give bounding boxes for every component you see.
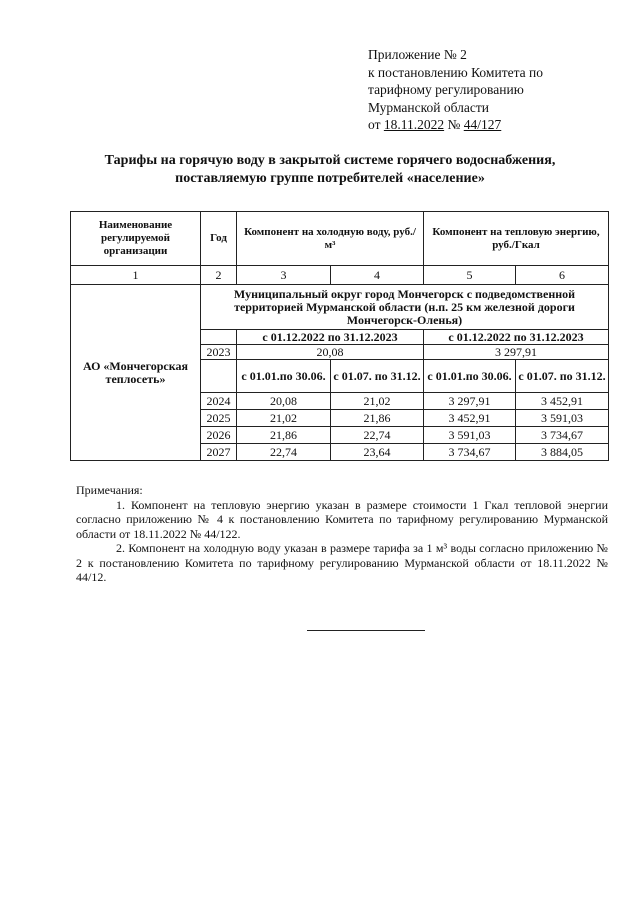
notes-heading: Примечания: [76, 483, 143, 497]
row-year: 2024 [201, 393, 237, 410]
appendix-number-prefix: № [444, 117, 464, 132]
col-num-5: 5 [424, 266, 516, 285]
col-num-2: 2 [201, 266, 237, 285]
territory-row [71, 285, 609, 330]
row-heat-2: 3 884,05 [516, 444, 609, 461]
column-number-row [71, 266, 609, 285]
col-num-6: 6 [516, 266, 609, 285]
note-1: 1. Компонент на тепловую энергию указан в размере стоимости 1 Гкал тепловой энергии согласно приложению № 4 к постановлению Комитета по тарифному регулированию Мурманской области от 18.11.2022 № 44/122. [76, 497, 608, 541]
row-cold-2: 22,74 [331, 427, 424, 444]
appendix-line-4: Мурманской области [368, 99, 489, 115]
title-line-2: поставляемую группе потребителей «население» [175, 171, 485, 186]
table-header-row [71, 212, 609, 266]
subperiod-heat-2: с 01.07. по 31.12. [516, 360, 609, 393]
row-cold-1: 20,08 [237, 393, 331, 410]
document-title [60, 152, 600, 188]
row-heat-2: 3 734,67 [516, 427, 609, 444]
row-heat-1: 3 734,67 [424, 444, 516, 461]
row-heat-1: 3 452,91 [424, 410, 516, 427]
appendix-from: от [368, 117, 384, 132]
territory: Муниципальный округ город Мончегорск с подведомственной территорией Мурманской области (н.п. 25 км железной дороги Мончегорск-Оленья) [201, 285, 609, 330]
appendix-number: 44/127 [463, 117, 502, 132]
subperiod-cold-1: с 01.01.по 30.06. [237, 360, 331, 393]
row-cold-1: 21,86 [237, 427, 331, 444]
row-cold-2: 21,02 [331, 393, 424, 410]
header-cold: Компонент на холодную воду, руб./м³ [237, 212, 424, 266]
col-num-1: 1 [71, 266, 201, 285]
period-heat: с 01.12.2022 по 31.12.2023 [424, 330, 609, 345]
subperiod-cold-2: с 01.07. по 31.12. [331, 360, 424, 393]
note-2: 2. Компонент на холодную воду указан в размере тарифа за 1 м³ воды согласно приложению № 2 к постановлению Комитета по тарифному регулированию Мурманской области от 18.11.2022 № 44/12. [76, 541, 608, 584]
notes-block [76, 483, 608, 585]
year-2023: 2023 [201, 345, 237, 360]
appendix-date: 18.11.2022 [383, 117, 445, 132]
row-heat-1: 3 591,03 [424, 427, 516, 444]
appendix-line-1: Приложение № 2 [368, 47, 467, 62]
row-cold-1: 22,74 [237, 444, 331, 461]
appendix-block [368, 46, 543, 134]
appendix-line-3: тарифному регулированию [368, 82, 524, 97]
header-year: Год [201, 212, 237, 266]
col-num-3: 3 [237, 266, 331, 285]
row-heat-1: 3 297,91 [424, 393, 516, 410]
row-year: 2027 [201, 444, 237, 461]
heat-2023: 3 297,91 [424, 345, 609, 360]
row-heat-2: 3 452,91 [516, 393, 609, 410]
subperiod-heat-1: с 01.01.по 30.06. [424, 360, 516, 393]
period-cold: с 01.12.2022 по 31.12.2023 [237, 330, 424, 345]
row-year: 2026 [201, 427, 237, 444]
appendix-line-5 [368, 116, 543, 134]
header-org: Наименование регулируемой организации [71, 212, 201, 266]
appendix-line-2: к постановлению Комитета по [368, 64, 543, 80]
org-name: АО «Мончегорская теплосеть» [71, 285, 201, 461]
tariff-table [70, 211, 609, 461]
cold-2023: 20,08 [237, 345, 424, 360]
title-line-1: Тарифы на горячую воду в закрытой системе горячего водоснабжения, [104, 153, 556, 168]
closing-divider [307, 630, 425, 631]
row-cold-1: 21,02 [237, 410, 331, 427]
row-heat-2: 3 591,03 [516, 410, 609, 427]
row-cold-2: 21,86 [331, 410, 424, 427]
row-year: 2025 [201, 410, 237, 427]
row-cold-2: 23,64 [331, 444, 424, 461]
header-heat: Компонент на тепловую энергию, руб./Гкал [424, 212, 609, 266]
col-num-4: 4 [331, 266, 424, 285]
